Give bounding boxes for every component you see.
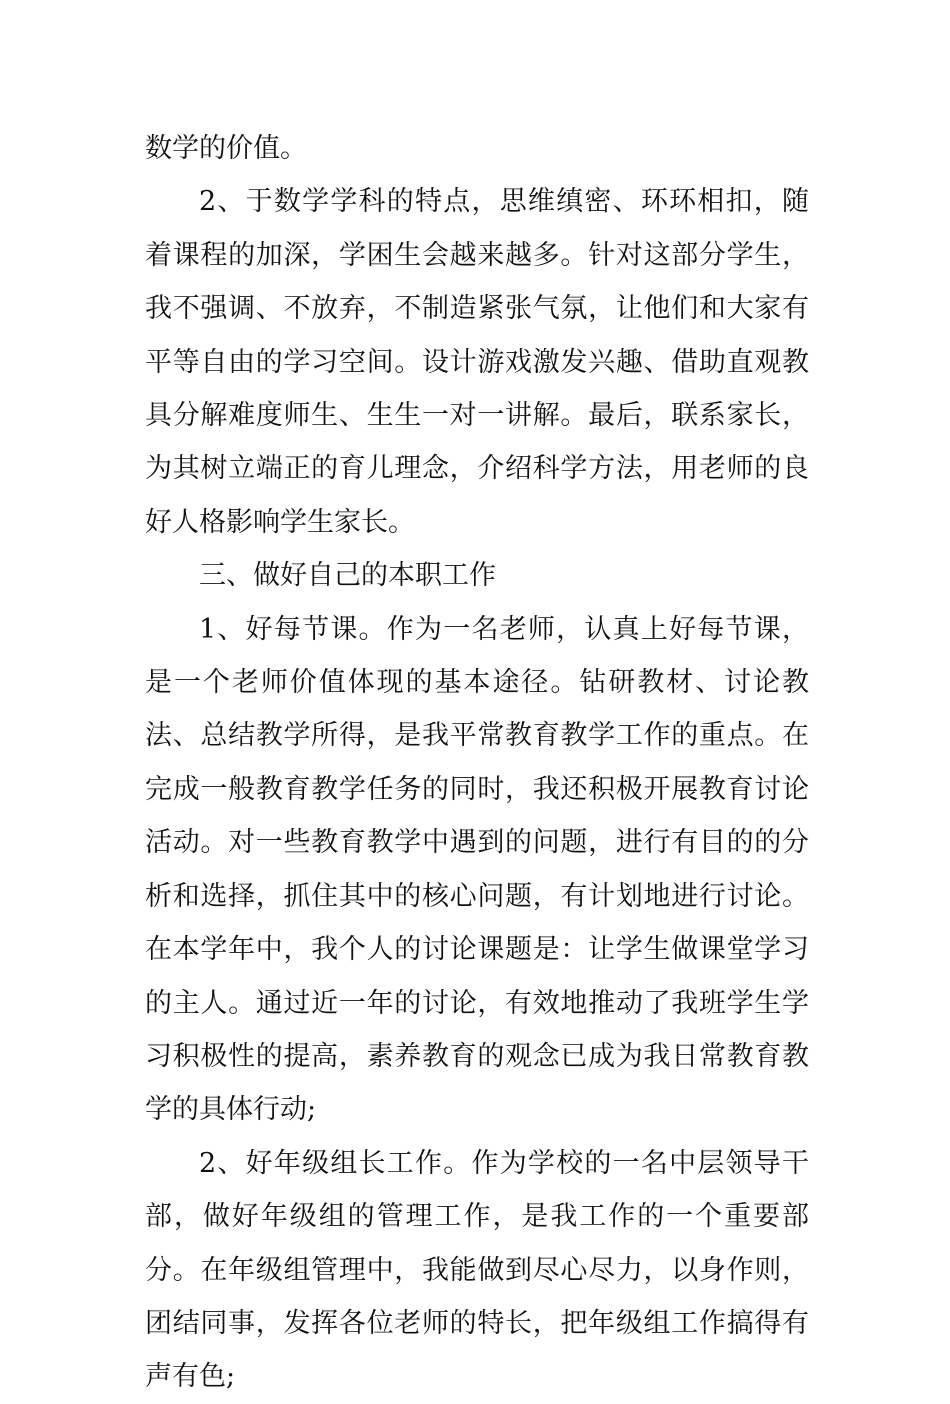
paragraph: 2、好年级组长工作。作为学校的一名中层领导干部，做好年级组的管理工作，是我工作的一个重要部分。在年级组管理中，我能做到尽心尽力，以身作则，团结同事，发挥各位老师的特长，把年级组工作搞得有声有色;: [145, 1147, 809, 1393]
document-body: [145, 122, 809, 1404]
paragraph: 数学的价值。: [145, 133, 307, 164]
section-heading: 三、做好自己的本职工作: [199, 560, 496, 592]
paragraph: 1、好每节课。作为一名老师，认真上好每节课，是一个老师价值体现的基本途径。钻研教材、讨论教法、总结教学所得，是我平常教育教学工作的重点。在完成一般教育教学任务的同时，我还积极开展教育讨论活动。对一些教育教学中遇到的问题，进行有目的的分析和选择，抓住其中的核心问题，有计划地进行讨论。在本学年中，我个人的讨论课题是：让学生做课堂学习的主人。通过近一年的讨论，有效地推动了我班学生学习积极性的提高，素养教育的观念已成为我日常教育教学的具体行动;: [145, 613, 809, 1126]
paragraph: 2、于数学学科的特点，思维缜密、环环相扣，随着课程的加深，学困生会越来越多。针对这部分学生，我不强调、不放弃，不制造紧张气氛，让他们和大家有平等自由的学习空间。设计游戏激发兴趣、借助直观教具分解难度师生、生生一对一讲解。最后，联系家长，为其树立端正的育儿理念，介绍科学方法，用老师的良好人格影响学生家长。: [145, 186, 809, 538]
